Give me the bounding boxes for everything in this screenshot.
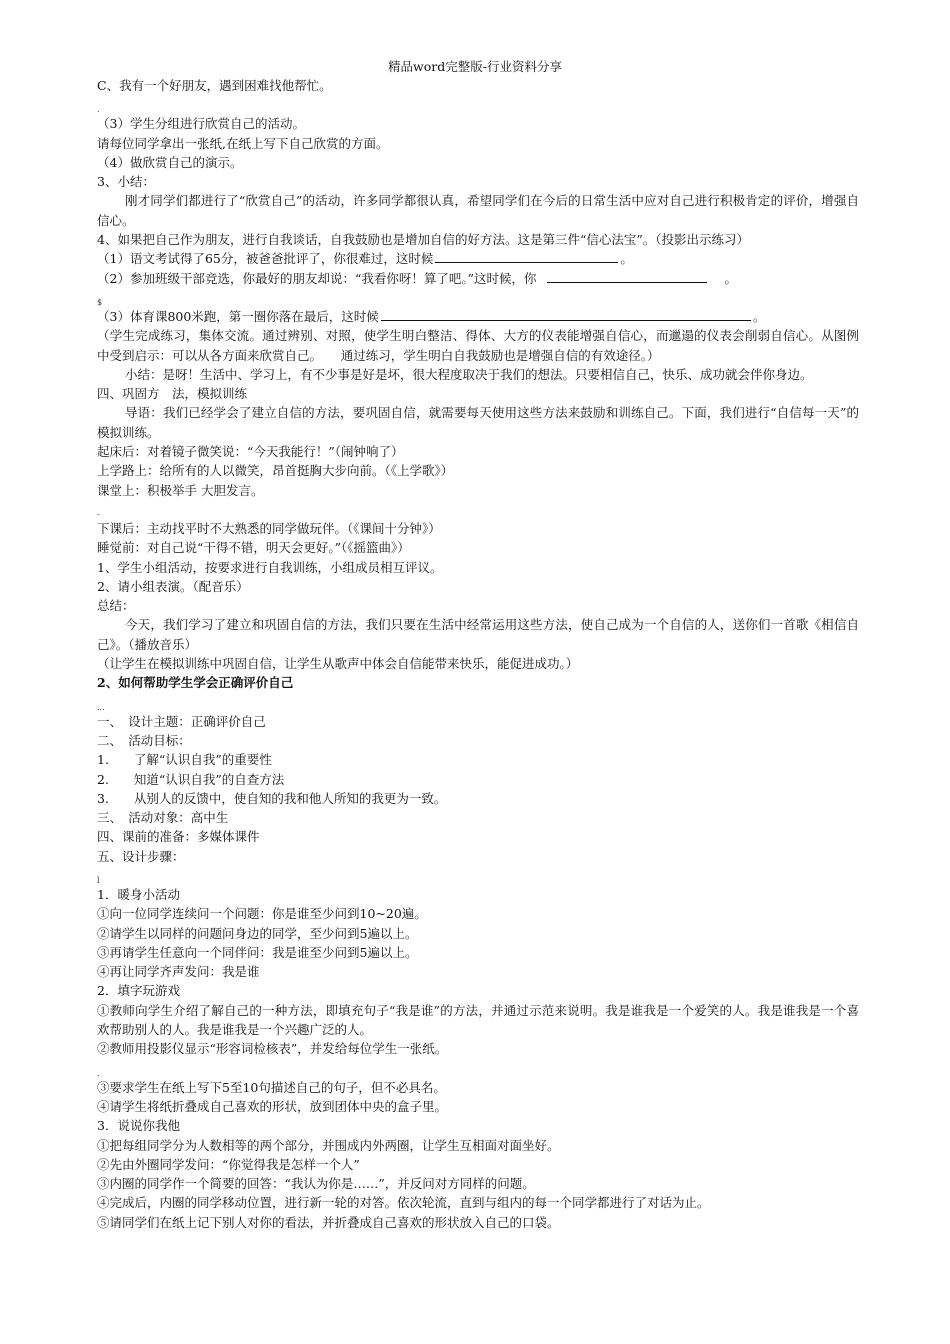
text-line: ③内圈的同学作一个简要的回答：“我认为你是……”，并反问对方同样的问题。 — [97, 1176, 535, 1192]
exercise-line-3 — [97, 307, 859, 326]
paragraph: ①教师向学生介绍了解自己的一种方法，即填充句子“我是谁”的方法，并通过示范来说明。我是谁我是一个爱笑的人。我是谁我是一个喜欢帮助别人的人。我是谁我是一个兴趣广泛的人。 — [97, 1002, 859, 1038]
text-line: ②教师用投影仪显示“形容词检核表”，并发给每位学生一张纸。 — [97, 1041, 448, 1057]
stray-mark: l — [97, 875, 100, 885]
text-line: 1．暖身小活动 — [97, 886, 180, 902]
text-line: ③再请学生任意向一个同伴问：我是谁至少问到5遍以上。 — [97, 944, 418, 960]
text-line: 请每位同学拿出一张纸,在纸上写下自己欣赏的方面。 — [97, 135, 389, 151]
text-line: 课堂上：积极举手 大胆发言。 — [97, 482, 264, 498]
text-line: ③要求学生在纸上写下5至10句描述自己的句子，但不必具名。 — [97, 1079, 446, 1095]
answer-blank — [381, 308, 751, 321]
text-line: 二、 活动目标： — [97, 732, 191, 748]
text-line: 睡觉前：对自己说“干得不错，明天会更好。”（《摇篮曲》） — [97, 540, 410, 556]
exercise-text: （1）语文考试得了65分，被爸爸批评了，你很难过，这时候 — [97, 251, 434, 267]
text-line: ①把每组同学分为人数相等的两个部分，并围成内外两圈，让学生互相面对面坐好。 — [97, 1137, 560, 1153]
text-line: 3. 从别人的反馈中，使自知的我和他人所知的我更为一致。 — [97, 790, 447, 806]
text-line: 一、 设计主题：正确评价自己 — [97, 713, 266, 729]
section-heading: 四、巩固方 法，模拟训练 — [97, 386, 248, 402]
text-line: 3、小结： — [97, 174, 155, 190]
text-line: （4）做欣赏自己的演示。 — [97, 154, 243, 170]
exercise-line-2 — [97, 269, 859, 288]
text-line: C、我有一个好朋友，遇到困难找他帮忙。 — [97, 78, 332, 93]
text-line: 总结： — [97, 598, 135, 614]
text-line: 下课后：主动找平时不大熟悉的同学做玩伴。（《课间十分钟》） — [97, 520, 441, 536]
text-line: 四、课前的准备：多媒体课件 — [97, 829, 260, 845]
paragraph: （学生完成练习，集体交流。通过辨别、对照，使学生明白整洁、得体、大方的仪表能增强自信心，而邋遢的仪表会削弱自信心。从图例中受到启示：可以从各方面来欣赏自己。 通过练习，学生明白自我鼓励也是增强自信的有效途径。） — [97, 328, 859, 363]
stray-mark: $ — [97, 297, 103, 307]
text-line: 1. 了解“认识自我”的重要性 — [97, 752, 272, 768]
paragraph: 导语：我们已经学会了建立自信的方法，要巩固自信，就需要每天使用这些方法来鼓励和训练自己。下面，我们进行“自信每一天”的模拟训练。 — [97, 405, 859, 440]
text-line: ②请学生以同样的问题问身边的同学，至少问到5遍以上。 — [97, 925, 418, 941]
text-line: 三、 活动对象：高中生 — [97, 810, 229, 826]
exercise-end: 。 — [620, 251, 633, 267]
exercise-end: 。 — [752, 308, 766, 324]
text-line: 上学路上：给所有的人以微笑，昂首挺胸大步向前。（《上学歌》） — [97, 463, 454, 479]
text-line: 3．说说你我他 — [97, 1118, 180, 1134]
text-line: 五、设计步骤： — [97, 848, 185, 864]
exercise-text: （2）参加班级干部竞选，你最好的朋友却说：“我看你呀！算了吧。”这时候，你 — [97, 270, 537, 286]
page-header: 精品word完整版-行业资料分享 — [388, 59, 562, 74]
stray-mark: . — [97, 1068, 100, 1078]
text-line: 2. 知道“认识自我”的自查方法 — [97, 771, 285, 787]
answer-blank — [435, 250, 618, 263]
text-line: （3）学生分组进行欣赏自己的活动。 — [97, 116, 305, 132]
text-line: （让学生在模拟训练中巩固自信，让学生从歌声中体会自信能带来快乐，能促进成功。） — [97, 656, 579, 672]
exercise-end: 。 — [724, 270, 738, 286]
exercise-text: （3）体育课800米跑，第一圈你落在最后，这时候 — [97, 308, 379, 324]
paragraph: 小结：是呀！生活中、学习上，有不少事是好是坏，很大程度取决于我们的想法。只要相信自己，快乐、成功就会伴你身边。 — [125, 366, 813, 382]
exercise-line-1 — [97, 249, 859, 268]
text-line: 2、请小组表演。（配音乐） — [97, 578, 249, 594]
text-line: 2．填字玩游戏 — [97, 983, 180, 999]
text-line: ④完成后，内圈的同学移动位置，进行新一轮的对答。依次轮流，直到与组内的每一个同学都进行了对话为止。 — [97, 1195, 710, 1211]
text-line: 1、学生小组活动，按要求进行自我训练，小组成员相互评议。 — [97, 559, 443, 575]
paragraph: 刚才同学们都进行了“欣赏自己”的活动，许多同学都很认真，希望同学们在今后的日常生活中应对自己进行积极肯定的评价，增强自信心。 — [97, 193, 859, 228]
answer-blank — [547, 270, 707, 283]
text-line: 起床后：对着镜子微笑说：“今天我能行！”（闹钟响了） — [97, 444, 404, 460]
text-line: ⑤请同学们在纸上记下别人对你的看法，并折叠成自己喜欢的形状放入自己的口袋。 — [97, 1214, 560, 1230]
stray-mark: - — [97, 509, 100, 519]
stray-mark: ... — [97, 702, 105, 712]
text-line: ④请学生将纸折叠成自己喜欢的形状，放到团体中央的盒子里。 — [97, 1098, 448, 1114]
section-title: 2、如何帮助学生学会正确评价自己 — [97, 675, 294, 691]
text-line: ①向一位同学连续问一个问题：你是谁至少问到10~20遍。 — [97, 906, 427, 922]
stray-mark: . — [97, 105, 100, 115]
text-line: 4、如果把自己作为朋友，进行自我谈话，自我鼓励也是增加自信的好方法。这是第三件“信心法宝”。（投影出示练习） — [97, 232, 749, 248]
paragraph: 今天，我们学习了建立和巩固自信的方法，我们只要在生活中经常运用这些方法，使自己成为一个自信的人，送你们一首歌《相信自己》。（播放音乐） — [97, 617, 859, 652]
text-line: ④再让同学齐声发问：我是谁 — [97, 964, 260, 980]
text-line: ②先由外圈同学发问：“你觉得我是怎样一个人” — [97, 1156, 360, 1172]
document-body — [97, 76, 859, 1232]
